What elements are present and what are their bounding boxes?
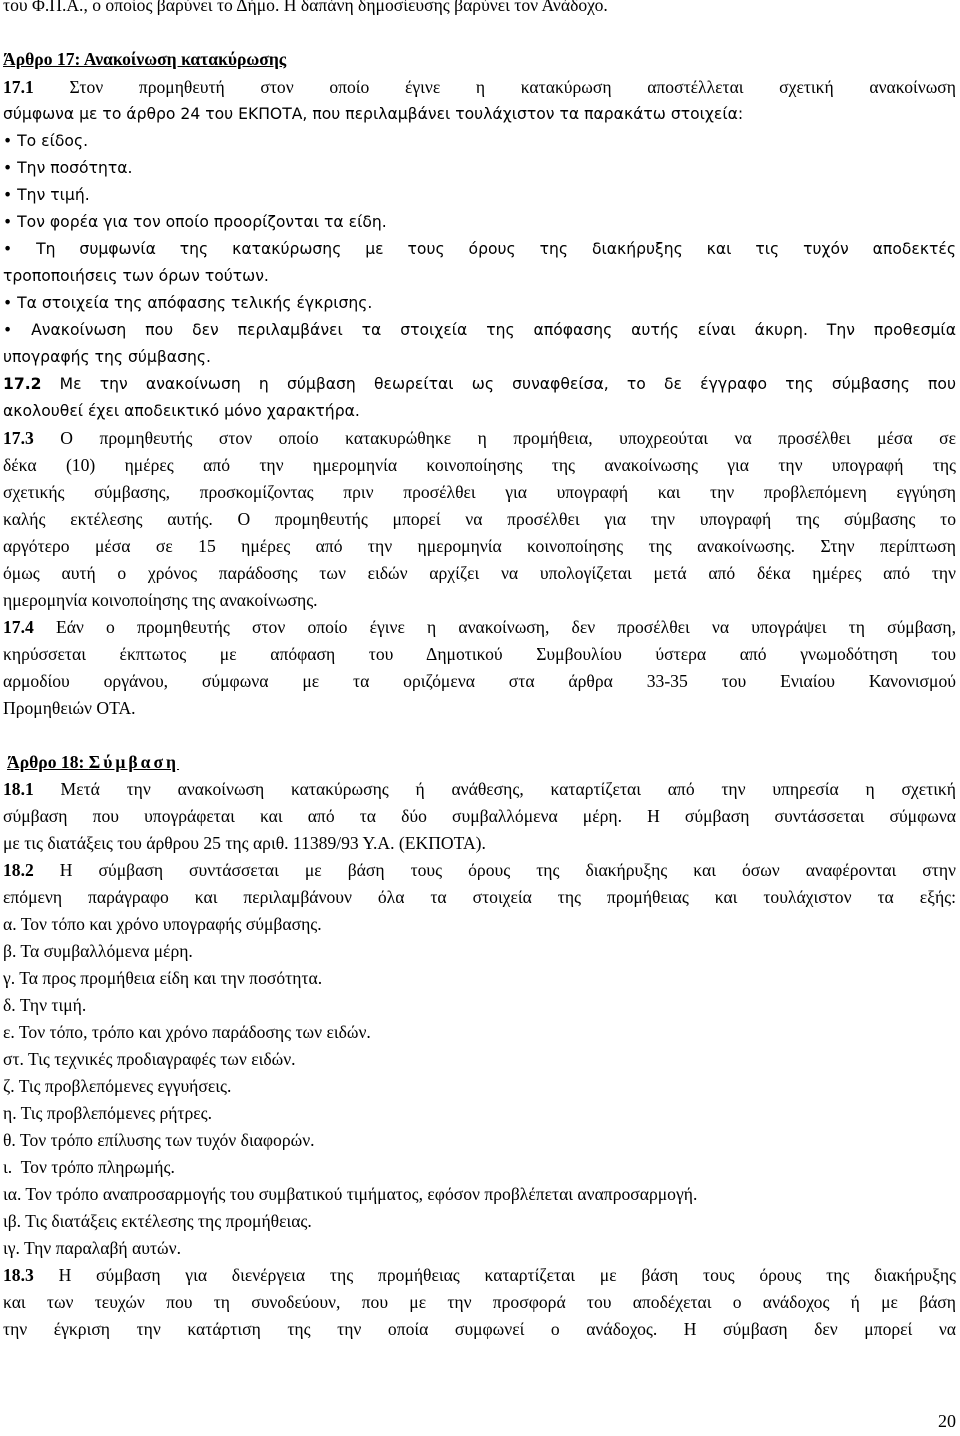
section-number: 18.2 bbox=[3, 860, 34, 880]
list-item: ε. Τον τόπο, τρόπο και χρόνο παράδοσης των ειδών. bbox=[3, 1022, 371, 1042]
text-span: Εάν ο προμηθευτής στον οποίο έγινε η ανακοίνωση, δεν προσέλθει να υπογράψει τη σύμβαση, bbox=[33, 617, 956, 637]
bullet-item: • Τη συμφωνία της κατακύρωσης με τους όρους της διακήρυξης και τις τυχόν αποδεκτές bbox=[3, 240, 956, 258]
text-line: αρμοδίου οργάνου, σύμφωνα με τα οριζόμενα στα άρθρα 33-35 του Ενιαίου Κανονισμού bbox=[3, 671, 956, 691]
text-line: σχετικής σύμβασης, προσκομίζοντας πριν προσέλθει για υπογραφή και την προβλεπόμενη εγγύηση bbox=[3, 482, 956, 502]
list-item: ι. Τον τρόπο πληρωμής. bbox=[3, 1157, 175, 1177]
paragraph-17-2-line bbox=[3, 371, 956, 398]
list-item: β. Τα συμβαλλόμενα μέρη. bbox=[3, 941, 193, 961]
list-item: η. Τις προβλεπόμενες ρήτρες. bbox=[3, 1103, 213, 1123]
text-line: Προμηθειών ΟΤΑ. bbox=[3, 698, 136, 718]
text-line: καλής εκτέλεσης αυτής. Ο προμηθευτής μπορεί να προσέλθει για την υπογραφή της σύμβασης το bbox=[3, 509, 956, 529]
bullet-item: • Την τιμή. bbox=[3, 186, 90, 204]
list-item: α. Τον τόπο και χρόνο υπογραφής σύμβασης. bbox=[3, 914, 322, 934]
text-line: επόμενη παράγραφο και περιλαμβάνουν όλα τα στοιχεία της προμήθειας και τουλάχιστον τα εξής: bbox=[3, 887, 956, 907]
paragraph-18-1-line bbox=[3, 776, 956, 803]
paragraph-18-2-line bbox=[3, 857, 956, 884]
list-item: στ. Τις τεχνικές προδιαγραφές των ειδών. bbox=[3, 1049, 296, 1069]
text-line: κηρύσσεται έκπτωτος με απόφαση του Δημοτικού Συμβουλίου ύστερα από γνωμοδότηση του bbox=[3, 644, 956, 664]
page-number: 20 bbox=[938, 1411, 956, 1431]
text-line: δέκα (10) ημέρες από την ημερομηνία κοινοποίησης της ανακοίνωσης για την υπογραφή της bbox=[3, 455, 956, 475]
article-17-heading: Άρθρο 17: Ανακοίνωση κατακύρωσης bbox=[3, 49, 287, 69]
text-span: Η σύμβαση συντάσσεται με βάση τους όρους της διακήρυξης και όσων αναφέρονται στην bbox=[33, 860, 956, 880]
list-item: ιγ. Την παραλαβή αυτών. bbox=[3, 1238, 181, 1258]
paragraph-17-4-line bbox=[3, 614, 956, 641]
section-number: 17.4 bbox=[3, 617, 34, 637]
text-line: με τις διατάξεις του άρθρου 25 της αριθ. 11389/93 Υ.Α. (ΕΚΠΟΤΑ). bbox=[3, 833, 486, 853]
text-line: τροποποιήσεις των όρων τούτων. bbox=[3, 267, 269, 285]
paragraph-18-3-line bbox=[3, 1262, 956, 1289]
section-number: 18.1 bbox=[3, 779, 34, 799]
text-line: αργότερο μέσα σε 15 ημέρες από την ημερομηνία κοινοποίησης της ανακοίνωσης. Στην περίπτωση bbox=[3, 536, 956, 556]
bullet-item: • Ανακοίνωση που δεν περιλαμβάνει τα στοιχεία της απόφασης αυτής είναι άκυρη. Την προθεσμία bbox=[3, 321, 956, 339]
section-number: 17.1 bbox=[3, 77, 34, 97]
text-line: σύμβαση που υπογράφεται και από τα δύο συμβαλλόμενα μέρη. Η σύμβαση συντάσσεται σύμφωνα bbox=[3, 806, 956, 826]
list-item: ια. Τον τρόπο αναπροσαρμογής του συμβατικού τιμήματος, εφόσον προβλέπεται αναπροσαρμογή. bbox=[3, 1184, 698, 1204]
text-line: όμως αυτή ο χρόνος παράδοσης των ειδών αρχίζει να υπολογίζεται μετά από δέκα ημέρες από την bbox=[3, 563, 956, 583]
paragraph-17-3-line bbox=[3, 425, 956, 452]
list-item: δ. Την τιμή. bbox=[3, 995, 87, 1015]
text-span: Με την ανακοίνωση η σύμβαση θεωρείται ως συναφθείσα, το δε έγγραφο της σύμβασης που bbox=[41, 375, 956, 393]
text-span: Ο προμηθευτής στον οποίο κατακυρώθηκε η προμήθεια, υποχρεούται να προσέλθει μέσα σε bbox=[33, 428, 956, 448]
bullet-item: • Την ποσότητα. bbox=[3, 159, 133, 177]
list-item: θ. Τον τρόπο επίλυσης των τυχόν διαφορών. bbox=[3, 1130, 315, 1150]
text-span: Στον προμηθευτή στον οποίο έγινε η κατακύρωση αποστέλλεται σχετική ανακοίνωση bbox=[33, 77, 956, 97]
section-number: 17.3 bbox=[3, 428, 34, 448]
section-number: 18.3 bbox=[3, 1265, 34, 1285]
text-line: ημερομηνία κοινοποίησης της ανακοίνωσης. bbox=[3, 590, 318, 610]
paragraph-17-1-line bbox=[3, 74, 956, 101]
text-line: ακολουθεί έχει αποδεικτικό μόνο χαρακτήρα. bbox=[3, 402, 360, 420]
article-18-heading bbox=[7, 749, 956, 776]
text-span: Η σύμβαση για διενέργεια της προμήθειας καταρτίζεται με βάση τους όρους της διακήρυξης bbox=[33, 1265, 956, 1285]
bullet-item: • Το είδος. bbox=[3, 132, 89, 150]
section-number: 17.2 bbox=[3, 375, 42, 393]
text-line: του Φ.Π.Α., ο οποίος βαρύνει το Δήμο. Η δαπάνη δημοσίευσης βαρύνει τον Ανάδοχο. bbox=[3, 0, 608, 15]
text-line: σύμφωνα με το άρθρο 24 του ΕΚΠΟΤΑ, που περιλαμβάνει τουλάχιστον τα παρακάτω στοιχεία: bbox=[3, 105, 744, 123]
text-line: υπογραφής της σύμβασης. bbox=[3, 348, 211, 366]
text-line: την έγκριση την κατάρτιση της την οποία συμφωνεί ο ανάδοχος. Η σύμβαση δεν μπορεί να bbox=[3, 1319, 956, 1339]
heading-spaced-word: Σύμβαση bbox=[88, 752, 180, 772]
list-item: γ. Τα προς προμήθεια είδη και την ποσότητα. bbox=[3, 968, 323, 988]
bullet-item: • Τον φορέα για τον οποίο προορίζονται τα είδη. bbox=[3, 213, 387, 231]
heading-prefix: Άρθρο 18: bbox=[7, 752, 89, 772]
bullet-item: • Τα στοιχεία της απόφασης τελικής έγκρισης. bbox=[3, 294, 373, 312]
list-item: ζ. Τις προβλεπόμενες εγγυήσεις. bbox=[3, 1076, 232, 1096]
text-line: και των τευχών που τη συνοδεύουν, που με την προσφορά του αποδέχεται ο ανάδοχος ή με βάση bbox=[3, 1292, 956, 1312]
list-item: ιβ. Τις διατάξεις εκτέλεσης της προμήθειας. bbox=[3, 1211, 312, 1231]
text-span: Μετά την ανακοίνωση κατακύρωσης ή ανάθεσης, καταρτίζεται από την υπηρεσία η σχετική bbox=[33, 779, 956, 799]
